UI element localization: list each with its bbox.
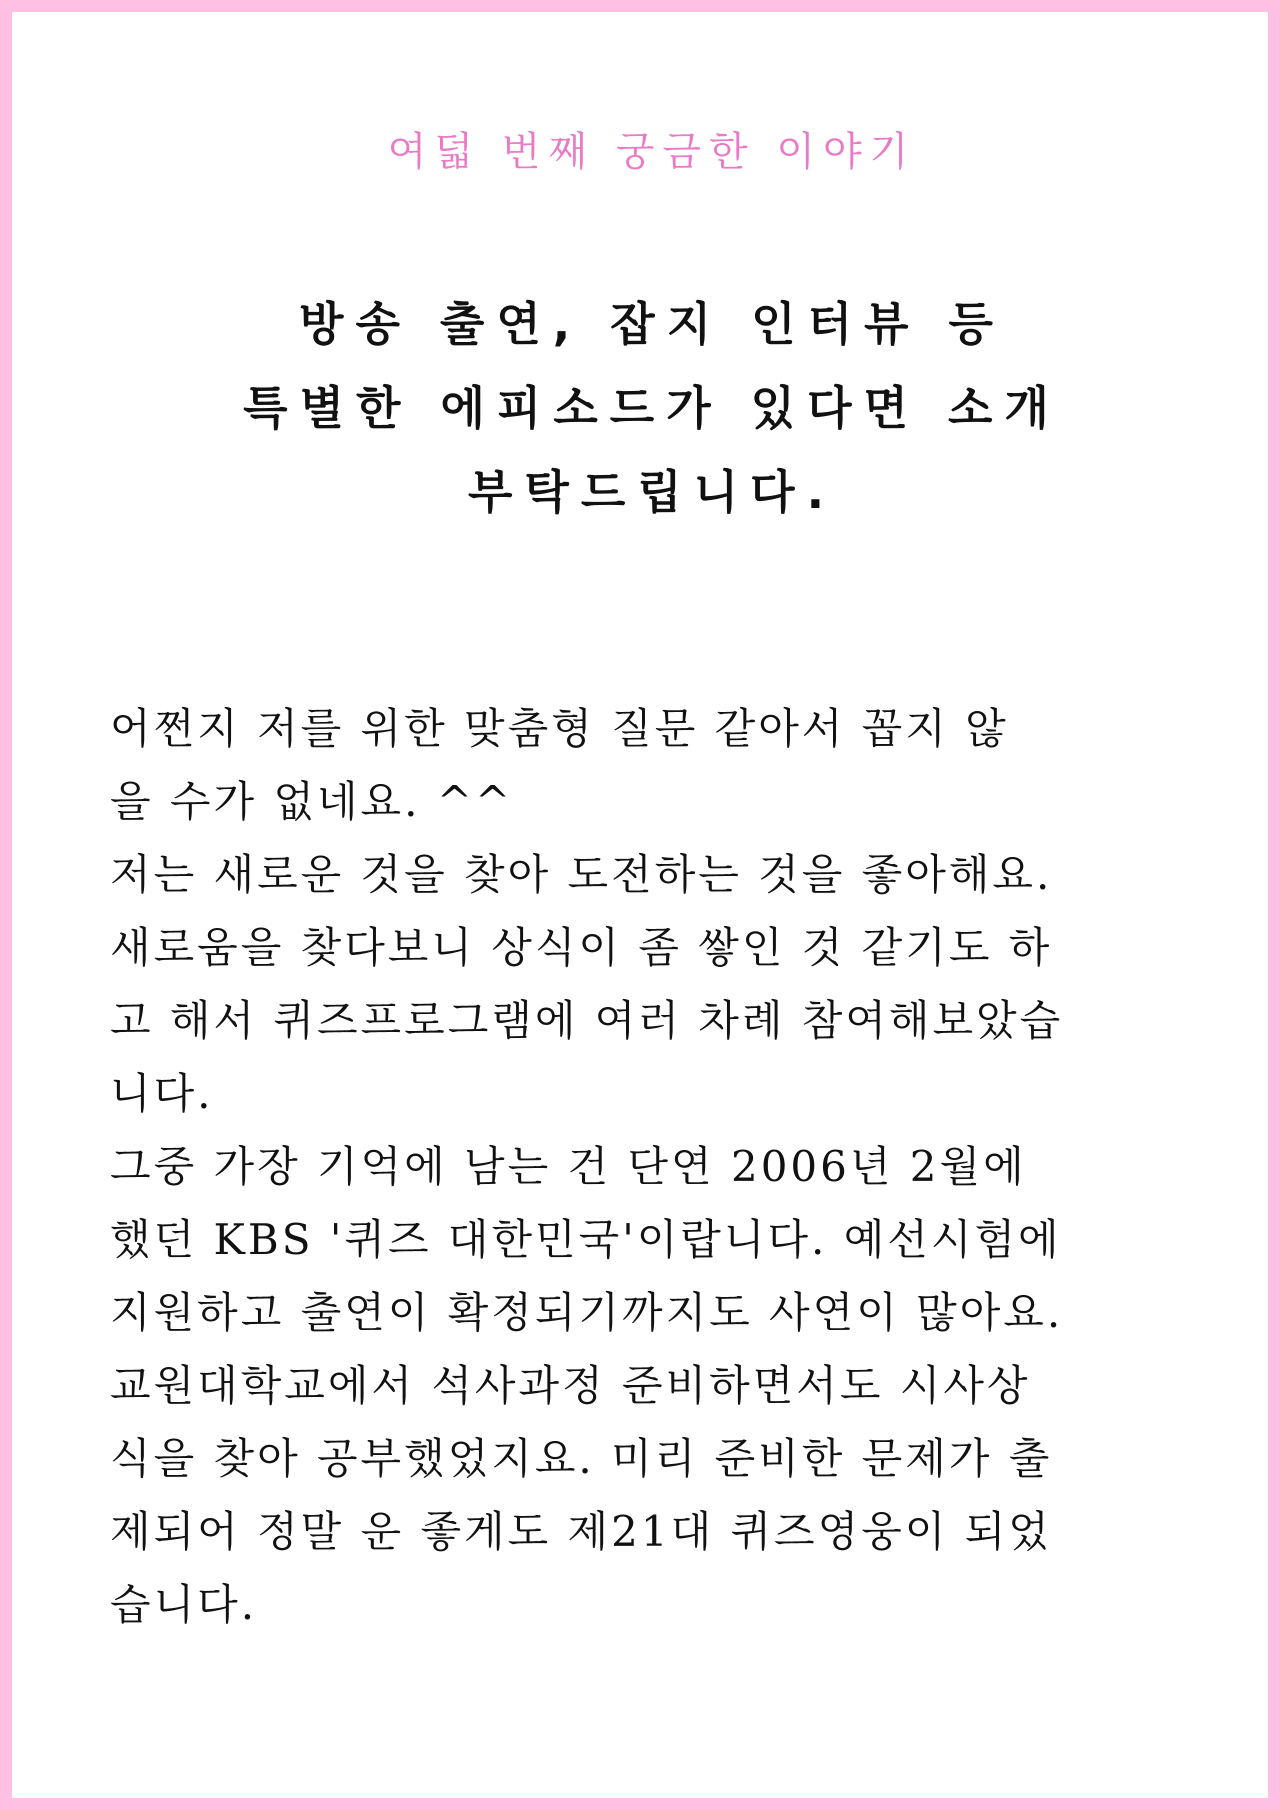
question-line: 특별한 에피소드가 있다면 소개 [243, 381, 1061, 435]
answer-line: 니다. [110, 1069, 214, 1118]
answer-line: 지원하고 출연이 확정되기까지도 사연이 많아요. [110, 1288, 1064, 1337]
question-block [12, 282, 1280, 534]
answer-line: 했던 KBS '퀴즈 대한민국'이랍니다. 예선시험에 [110, 1215, 1062, 1264]
question-line: 부탁드립니다. [467, 465, 837, 519]
answer-line: 을 수가 없네요. ^^ [110, 777, 514, 826]
answer-line: 식을 찾아 공부했었지요. 미리 준비한 문제가 출 [110, 1434, 1053, 1483]
answer-line: 저는 새로운 것을 찾아 도전하는 것을 좋아해요. [110, 850, 1053, 899]
answer-line: 고 해서 퀴즈프로그램에 여러 차례 참여해보았습 [110, 996, 1064, 1045]
answer-line: 제되어 정말 운 좋게도 제21대 퀴즈영웅이 되었 [110, 1507, 1052, 1556]
answer-line: 그중 가장 기억에 남는 건 단연 2006년 2월에 [110, 1142, 1027, 1191]
answer-line: 교원대학교에서 석사과정 준비하면서도 시사상 [110, 1361, 1031, 1410]
answer-line: 습니다. [110, 1580, 258, 1629]
answer-line: 새로움을 찾다보니 상식이 좀 쌓인 것 같기도 하 [110, 923, 1053, 972]
question-line: 방송 출연, 잡지 인터뷰 등 [299, 297, 1005, 351]
answer-line: 어쩐지 저를 위한 맞춤형 질문 같아서 꼽지 않 [110, 704, 1009, 753]
chapter-title: 여덟 번째 궁금한 이야기 [387, 129, 917, 175]
answer-body [110, 692, 1210, 1641]
